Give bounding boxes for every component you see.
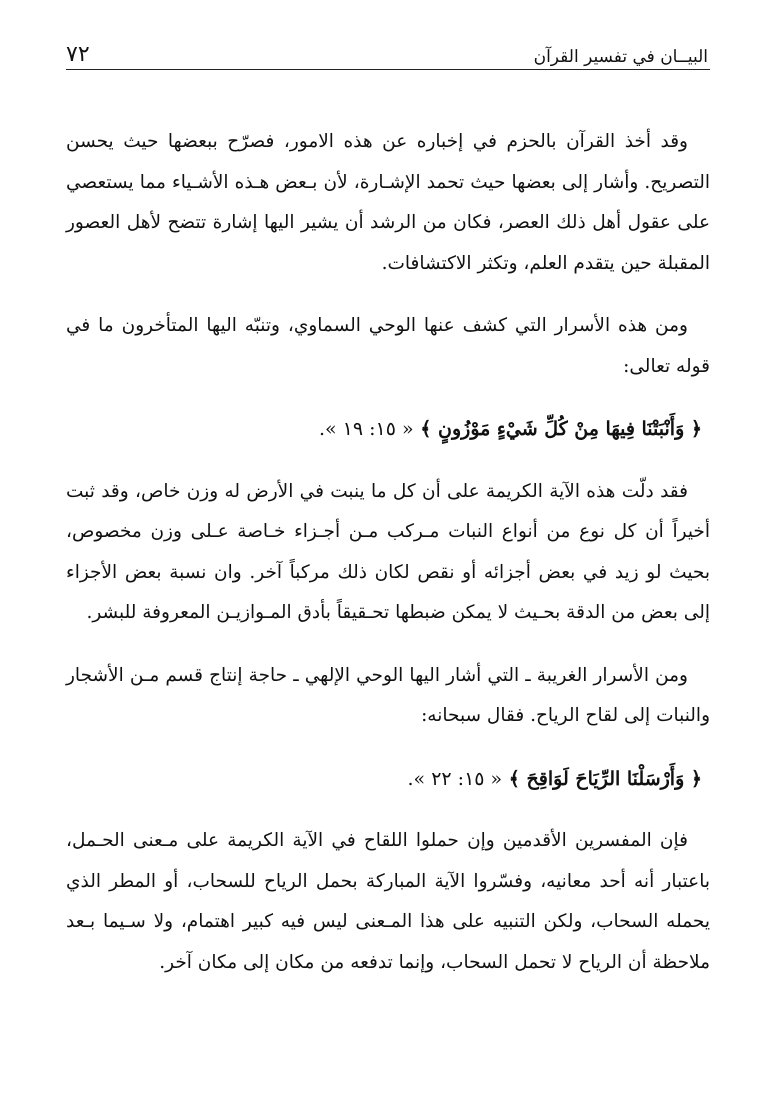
- verse-1-text: ﴿ وَأَنْبَتْنَا فِيهَا مِنْ كُلِّ شَيْءٍ مَوْزُونٍ ﴾: [420, 418, 702, 440]
- quran-verse-1: [66, 409, 710, 450]
- verse-2-reference: « ١٥: ٢٢ ».: [407, 767, 503, 790]
- verse-2-text: ﴿ وَأَرْسَلْنَا الرِّيَاحَ لَوَاقِحَ ﴾: [508, 767, 702, 790]
- book-page: [66, 30, 710, 1090]
- paragraph-4: ومن الأسرار الغريبة ـ التي أشار اليها الوحي الإلهي ـ حاجة إنتاج قسم مـن الأشجار والنبات إلى لقاح الرياح. فقال سبحانه:: [66, 664, 710, 726]
- paragraph-5: فإن المفسرين الأقدمين وإن حملوا اللقاح في الآية الكريمة على مـعنى الحـمل، باعتبار أنه أحد معانيه، وفسّروا الآية المباركة بحمل الرياح للسحاب، أو المطر الذي يحمله السحاب، ولكن التنبيه على هذا المـعنى ليس فيه كبير اهتمام، ولا سـيما بـعد ملاحظة أن الرياح لا تحمل السحاب، وإنما تدفعه من مكان إلى مكان آخر.: [66, 830, 710, 973]
- verse-1-reference: « ١٥: ١٩ ».: [318, 418, 414, 440]
- paragraph-1: وقد أخذ القرآن بالحزم في إخباره عن هذه الامور، فصرّح ببعضها حيث يحسن التصريح. وأشار إلى بعضها حيث تحمد الإشـارة، لأن بـعض هـذه الأشـياء مما يستعصي على عقول أهل ذلك العصر، فكان من الرشد أن يشير اليها إشارة تتضح لأهل العصور المقبلة حين يتقدم العلم، وتكثر الاكتشافات.: [66, 131, 710, 274]
- running-title: البيــان في تفسير القرآن: [533, 47, 708, 67]
- page-number: ٧٢: [66, 42, 90, 67]
- paragraph-3: فقد دلّت هذه الآية الكريمة على أن كل ما ينبت في الأرض له وزن خاص، وقد ثبت أخيراً أن كل نوع من أنواع النبات مـركب مـن أجـزاء خـاصة عـلى وزن مخصوص، بحيث لو زيد في بعض أجزائه أو نقص لكان ذلك مركباً آخر. وان نسبة بعض الأجزاء إلى بعض من الدقة بحـيث لا يمكن ضبطها تحـقيقاً بأدق المـوازيـن المعروفة للبشر.: [66, 480, 710, 623]
- paragraph-2: ومن هذه الأسرار التي كشف عنها الوحي السماوي، وتنبّه اليها المتأخرون ما في قوله تعالى:: [66, 315, 710, 377]
- page-content: [66, 122, 710, 983]
- page-header: [66, 30, 710, 70]
- quran-verse-2: [66, 759, 710, 800]
